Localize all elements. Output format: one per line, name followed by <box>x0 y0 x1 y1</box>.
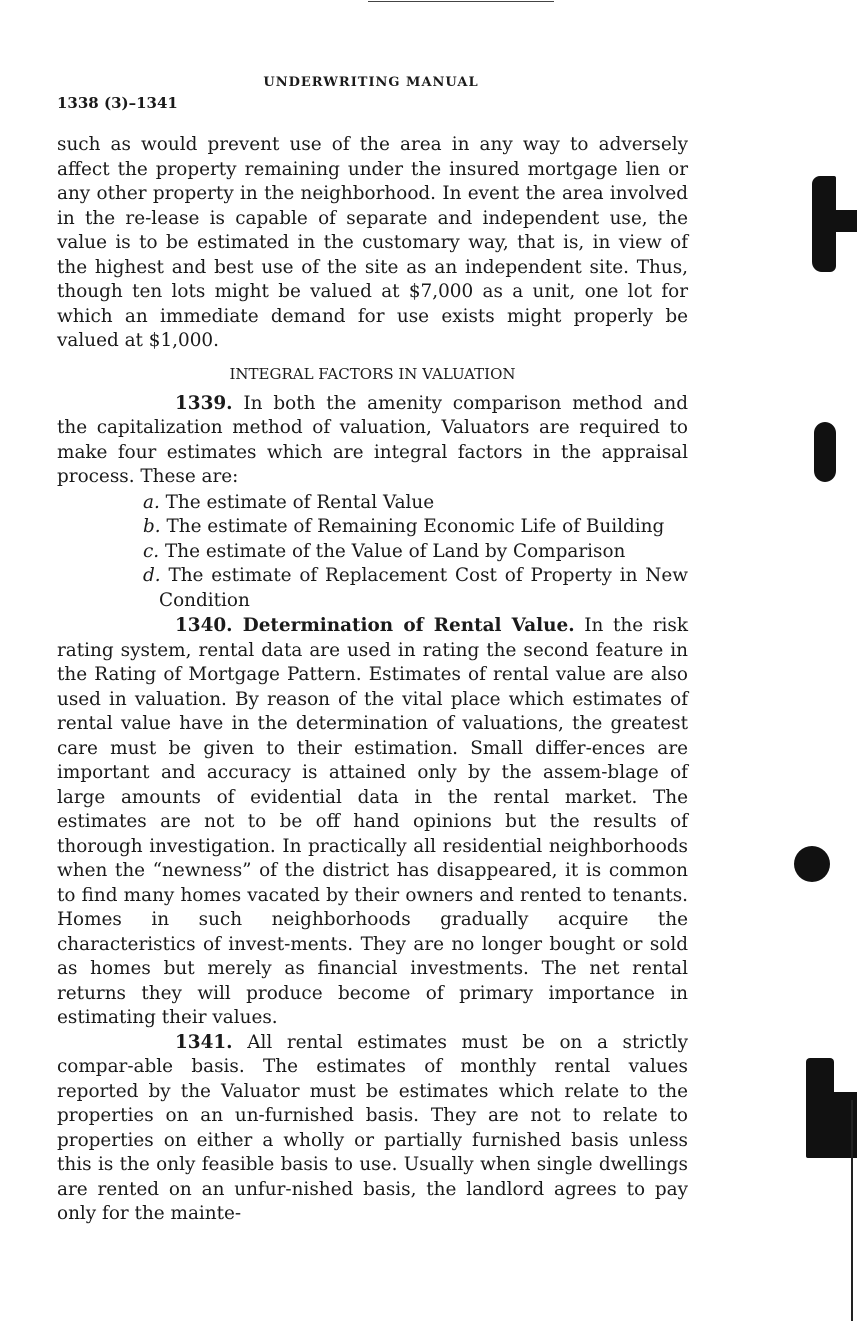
section-number-1339: 1339. <box>175 392 233 414</box>
section-range: 1338 (3)–1341 <box>57 94 178 112</box>
paragraph-1340 <box>57 614 688 1031</box>
section-number-1340: 1340. <box>175 615 233 636</box>
paragraph-1339-text: In both the amenity comparison method and the capitalization method of valuation, Valuators are required to make four estimates which are integral factors in the appraisal process. These are: <box>57 392 688 487</box>
list-letter: b. <box>143 516 161 537</box>
page-edge-line <box>851 1100 853 1321</box>
list-letter: c. <box>143 540 160 562</box>
list-letter: d. <box>143 565 161 586</box>
paragraph-1339 <box>57 392 688 490</box>
list-item <box>57 540 688 565</box>
binding-mark <box>814 422 836 482</box>
paragraph-continuation: such as would prevent use of the area in any way to adversely affect the property remaining under the insured mortgage lien or any other property in the neighborhood. In event the area involved in the re-lease is capable of separate and independent use, the value is to be estimated in the customary way, that is, in view of the highest and best use of the site as an independent site. Thus, though ten lots might be valued at $7,000 as a unit, one lot for which an immediate demand for use exists might properly be valued at $1,000. <box>57 134 688 351</box>
section-number-1341: 1341. <box>175 1031 233 1053</box>
list-item-text: The estimate of Remaining Economic Life of Building <box>160 516 665 537</box>
list-item-text: The estimate of Rental Value <box>159 491 435 513</box>
top-rule <box>368 1 554 2</box>
list-item <box>57 491 688 516</box>
list-letter: a. <box>143 491 160 513</box>
paragraph-1340-text: In the risk rating system, rental data are used in rating the second feature in the Rating of Mortgage Pattern. Estimates of rental value are also used in valuation. By reason of the vital place which estimates of rental value have in the determination of valuations, the greatest care must be given to their estimation. Small differ-ences are important and accuracy is attained only by the assem-blage of large amounts of evidential data in the rental market. The estimates are not to be off hand opinions but the results of thorough investigation. In practically all residential neighborhoods when the “newness” of the district has disappeared, it is common to find many homes vacated by their owners and rented to tenants. Homes in such neighborhoods gradually acquire the characteristics of invest-ments. They are no longer bought or sold as homes but merely as financial investments. The net rental returns they will produce become of primary importance in estimating their values. <box>57 615 688 1028</box>
page-body <box>57 133 688 1227</box>
paragraph-1340-title: Determination of Rental Value. <box>232 615 575 636</box>
list-item <box>57 564 688 613</box>
binding-mark <box>830 210 857 232</box>
estimates-list <box>57 491 688 614</box>
section-heading: INTEGRAL FACTORS IN VALUATION <box>229 364 516 383</box>
paragraph-1341 <box>57 1031 688 1227</box>
list-item-text: The estimate of Replacement Cost of Property in New Condition <box>159 565 688 611</box>
list-item <box>57 515 688 540</box>
binding-mark <box>794 846 830 882</box>
running-title: UNDERWRITING MANUAL <box>263 75 479 90</box>
paragraph-1341-text: All rental estimates must be on a strictly compar-able basis. The estimates of monthly rental values reported by the Valuator must be estimates which relate to the properties on an un-furnished basis. They are not to relate to properties on either a wholly or partially furnished basis unless this is the only feasible basis to use. Usually when single dwellings are rented on an unfur-nished basis, the landlord agrees to pay only for the mainte- <box>57 1031 688 1224</box>
list-item-text: The estimate of the Value of Land by Comparison <box>159 540 626 562</box>
